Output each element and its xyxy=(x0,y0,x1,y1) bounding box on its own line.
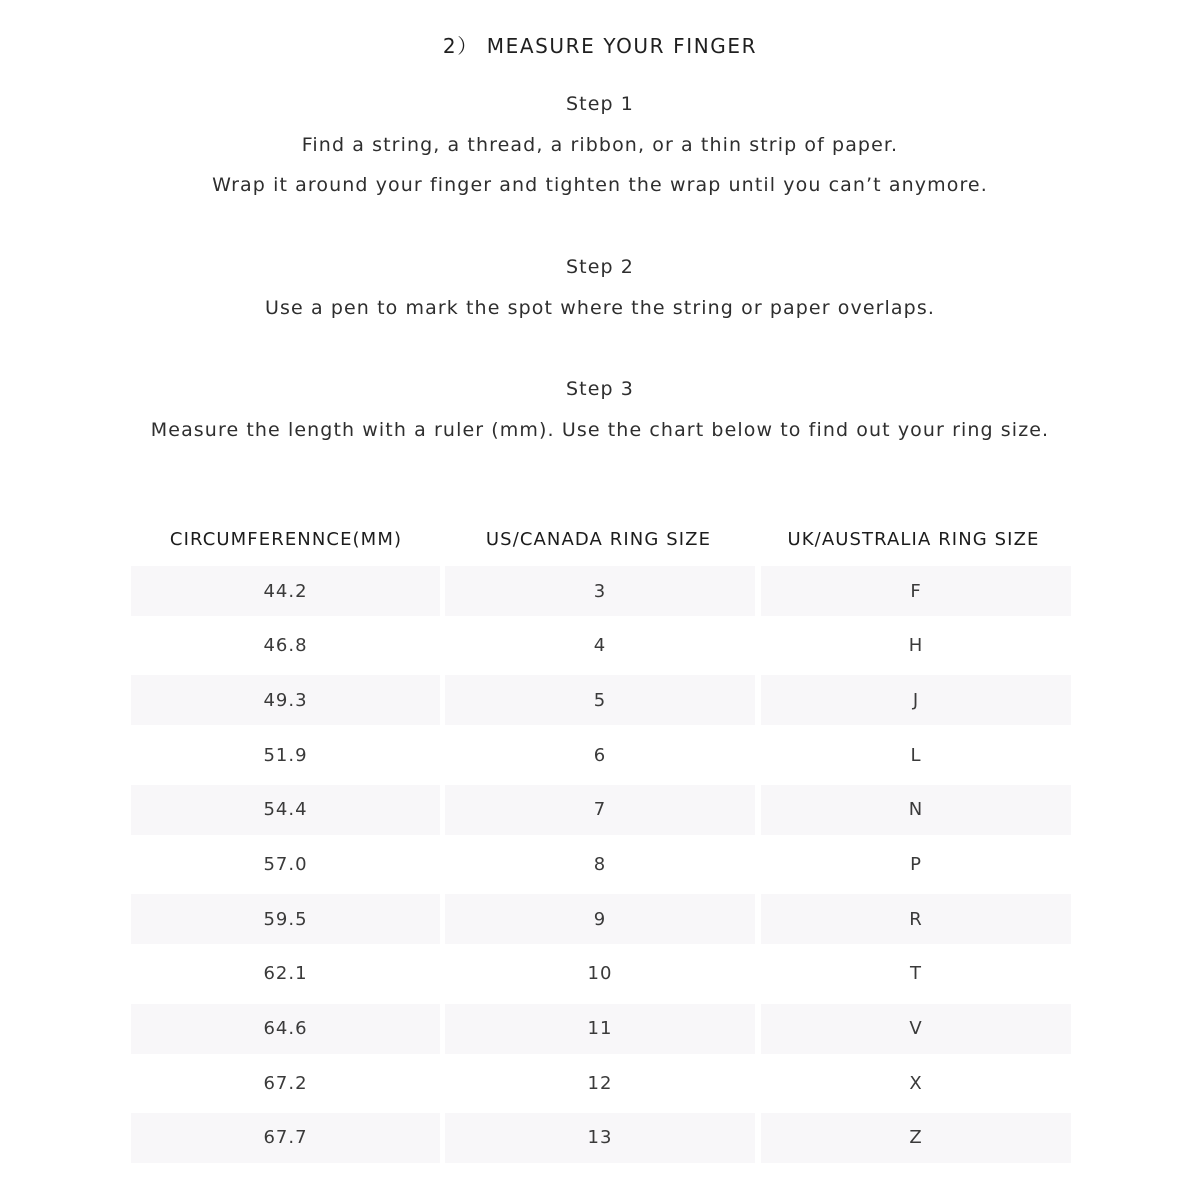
us-canada-size-cell: 3 xyxy=(445,566,755,616)
step-1-line-2: Wrap it around your finger and tighten the wrap until you can’t anymore. xyxy=(212,174,988,196)
step-1-label: Step 1 xyxy=(566,93,634,115)
uk-australia-size-cell: R xyxy=(761,894,1071,944)
table-row xyxy=(131,839,1071,889)
step-3-line-1: Measure the length with a ruler (mm). Use the chart below to find out your ring size. xyxy=(150,419,1050,441)
uk-australia-size-cell: N xyxy=(761,785,1071,835)
step-3-label: Step 3 xyxy=(566,378,634,400)
circumference-cell: 64.6 xyxy=(131,1004,440,1054)
table-row xyxy=(131,566,1071,616)
table-row xyxy=(131,621,1071,671)
circumference-cell: 59.5 xyxy=(131,894,440,944)
uk-australia-size-cell: Z xyxy=(761,1113,1071,1163)
table-body xyxy=(131,566,1071,1168)
header-us-canada: US/CANADA RING SIZE xyxy=(485,528,712,550)
uk-australia-size-cell: H xyxy=(908,635,924,657)
table-header xyxy=(131,518,1071,560)
table-row xyxy=(131,1113,1071,1163)
us-canada-size-cell: 13 xyxy=(445,1113,755,1163)
table-row xyxy=(131,1058,1071,1108)
circumference-cell: 49.3 xyxy=(131,675,440,725)
circumference-cell: 46.8 xyxy=(263,635,308,657)
circumference-cell: 57.0 xyxy=(263,853,308,875)
us-canada-size-cell: 12 xyxy=(587,1072,613,1094)
us-canada-size-cell: 11 xyxy=(445,1004,755,1054)
table-row xyxy=(131,949,1071,999)
circumference-cell: 51.9 xyxy=(263,744,308,766)
ring-size-table xyxy=(131,518,1071,1149)
us-canada-size-cell: 10 xyxy=(587,963,613,985)
table-row xyxy=(131,1004,1071,1054)
table-row xyxy=(131,894,1071,944)
circumference-cell: 62.1 xyxy=(263,963,308,985)
circumference-cell: 54.4 xyxy=(131,785,440,835)
table-row xyxy=(131,730,1071,780)
uk-australia-size-cell: J xyxy=(761,675,1071,725)
uk-australia-size-cell: X xyxy=(909,1072,923,1094)
us-canada-size-cell: 6 xyxy=(593,744,607,766)
us-canada-size-cell: 8 xyxy=(593,853,607,875)
uk-australia-size-cell: V xyxy=(761,1004,1071,1054)
us-canada-size-cell: 9 xyxy=(445,894,755,944)
circumference-cell: 67.7 xyxy=(131,1113,440,1163)
us-canada-size-cell: 5 xyxy=(445,675,755,725)
step-2-label: Step 2 xyxy=(566,256,634,278)
step-1-line-1: Find a string, a thread, a ribbon, or a thin strip of paper. xyxy=(301,134,899,156)
circumference-cell: 44.2 xyxy=(131,566,440,616)
table-row xyxy=(131,675,1071,725)
table-row xyxy=(131,785,1071,835)
us-canada-size-cell: 4 xyxy=(593,635,607,657)
step-2-line-1: Use a pen to mark the spot where the string or paper overlaps. xyxy=(265,297,935,319)
section-title: 2） MEASURE YOUR FINGER xyxy=(442,34,758,58)
uk-australia-size-cell: F xyxy=(761,566,1071,616)
header-uk-australia: UK/AUSTRALIA RING SIZE xyxy=(787,528,1040,550)
uk-australia-size-cell: P xyxy=(910,853,922,875)
circumference-cell: 67.2 xyxy=(263,1072,308,1094)
header-circumference: CIRCUMFERENNCE(MM) xyxy=(169,528,403,550)
uk-australia-size-cell: L xyxy=(910,744,922,766)
us-canada-size-cell: 7 xyxy=(445,785,755,835)
uk-australia-size-cell: T xyxy=(910,963,922,985)
